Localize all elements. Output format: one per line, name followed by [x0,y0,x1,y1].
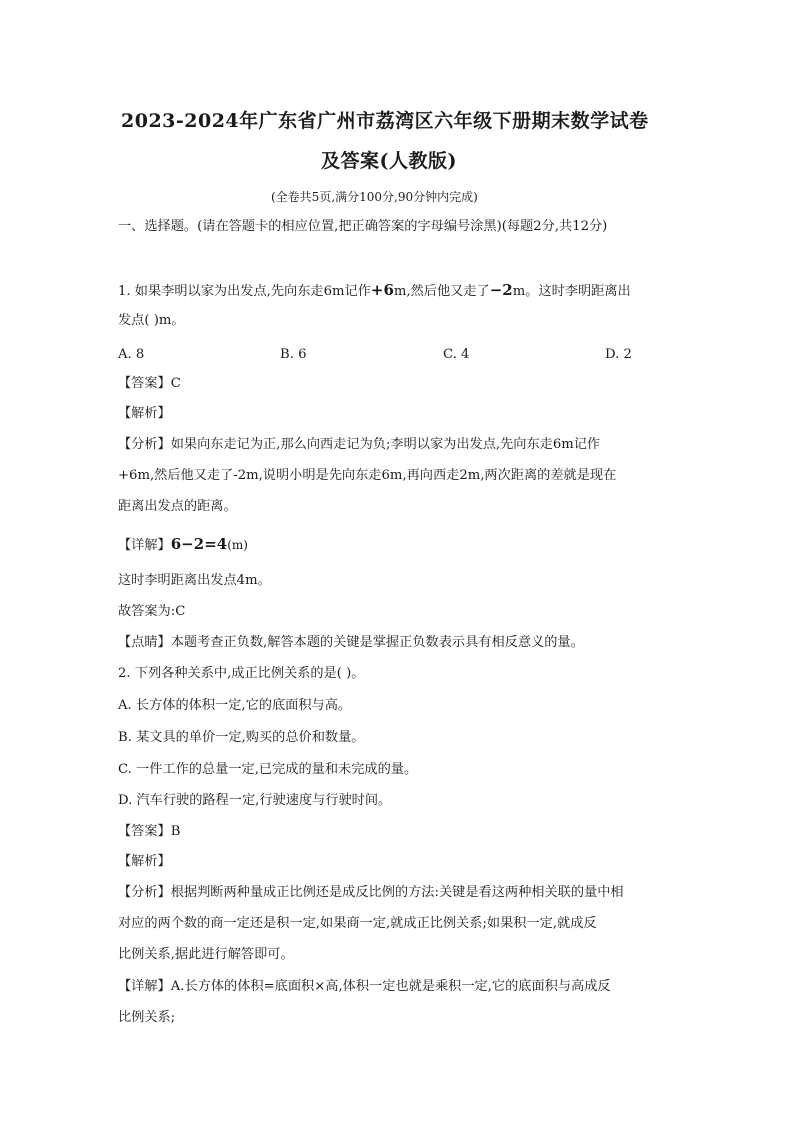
q1-stem-line-2: 发点( )m。 [118,313,185,328]
q1-option-c: C. 4 [443,347,470,362]
q1-dianjing-line [118,634,584,651]
title-line-1: 2023-2024年广东省广州市荔湾区六年级下册期末数学试卷 [121,110,649,132]
q2-fenxi-line-2: 对应的两个数的商一定还是积一定,如果商一定,就成正比例关系;如果积一定,就成反 [118,916,597,931]
q1-fenxi-line-1 [118,436,600,453]
q2-xiangjie-line-1 [118,978,611,995]
q1-fenxi-line-3: 距离出发点的距离。 [118,499,237,514]
q1-stem-line-1 [118,281,631,301]
q1-math-minus2: −2 [489,281,513,299]
q2-option-b: B. 某文具的单价一定,购买的总价和数量。 [118,730,365,745]
q2-answer: 【答案】B [118,824,181,839]
q2-xiangjie-line-2: 比例关系; [118,1010,176,1025]
q1-option-d: D. 2 [605,347,632,362]
q1-stem-part-1: 1. 如果李明以家为出发点,先向东走6m记作 [118,284,371,299]
q1-dianjing-text: 本题考查正负数,解答本题的关键是掌握正负数表示具有相反意义的量。 [170,635,584,650]
q1-xiangjie-line [118,535,248,555]
q2-fenxi-line-1 [118,884,624,901]
section-heading: 一、选择题。(请在答题卡的相应位置,把正确答案的字母编号涂黑)(每题2分,共12分) [118,219,608,234]
q1-xiangjie-tag: 【详解】 [118,538,171,553]
q2-stem: 2. 下列各种关系中,成正比例关系的是( )。 [118,666,365,681]
q2-option-d: D. 汽车行驶的路程一定,行驶速度与行驶时间。 [118,793,392,808]
q2-fenxi-text-1: 根据判断两种量成正比例还是成反比例的方法:关键是看这两种相关联的量中相 [170,885,624,900]
q1-fenxi-line-2: +6m,然后他又走了-2m,说明小明是先向东走6m,再向西走2m,两次距离的差就是现在 [118,468,617,483]
q1-option-a: A. 8 [118,347,145,362]
q1-answer: 【答案】C [118,376,181,391]
q1-fenxi-text-1: 如果向东走记为正,那么向西走记为负;李明以家为出发点,先向东走6m记作 [170,437,601,452]
q2-option-c: C. 一件工作的总量一定,已完成的量和未完成的量。 [118,762,418,777]
q2-jiexi: 【解析】 [118,854,171,869]
q1-final-answer: 故答案为:C [118,604,186,619]
q2-option-a: A. 长方体的体积一定,它的底面积与高。 [118,698,352,713]
q1-result: 这时李明距离出发点4m。 [118,573,271,588]
q1-option-b: B. 6 [280,347,307,362]
q1-fenxi-tag: 【分析】 [118,437,171,452]
q2-xiangjie-text-1: A.长方体的体积=底面积×高,体积一定也就是乘积一定,它的底面积与高成反 [170,979,611,994]
subtitle: (全卷共5页,满分100分,90分钟内完成) [271,190,478,204]
q1-stem-part-2: m,然后他又走了 [393,284,490,299]
q1-dianjing-tag: 【点睛】 [118,635,171,650]
q2-fenxi-line-3: 比例关系,据此进行解答即可。 [118,947,294,962]
q1-xiangjie-unit: (m) [227,538,248,552]
q1-jiexi: 【解析】 [118,406,171,421]
q1-math-plus6: +6 [370,281,394,299]
q1-stem-part-3: m。这时李明距离出 [512,284,631,299]
q1-xiangjie-math: 6−2=4 [170,535,228,553]
q2-xiangjie-tag: 【详解】 [118,979,171,994]
q2-fenxi-tag: 【分析】 [118,885,171,900]
title-line-2: 及答案(人教版) [321,150,457,172]
